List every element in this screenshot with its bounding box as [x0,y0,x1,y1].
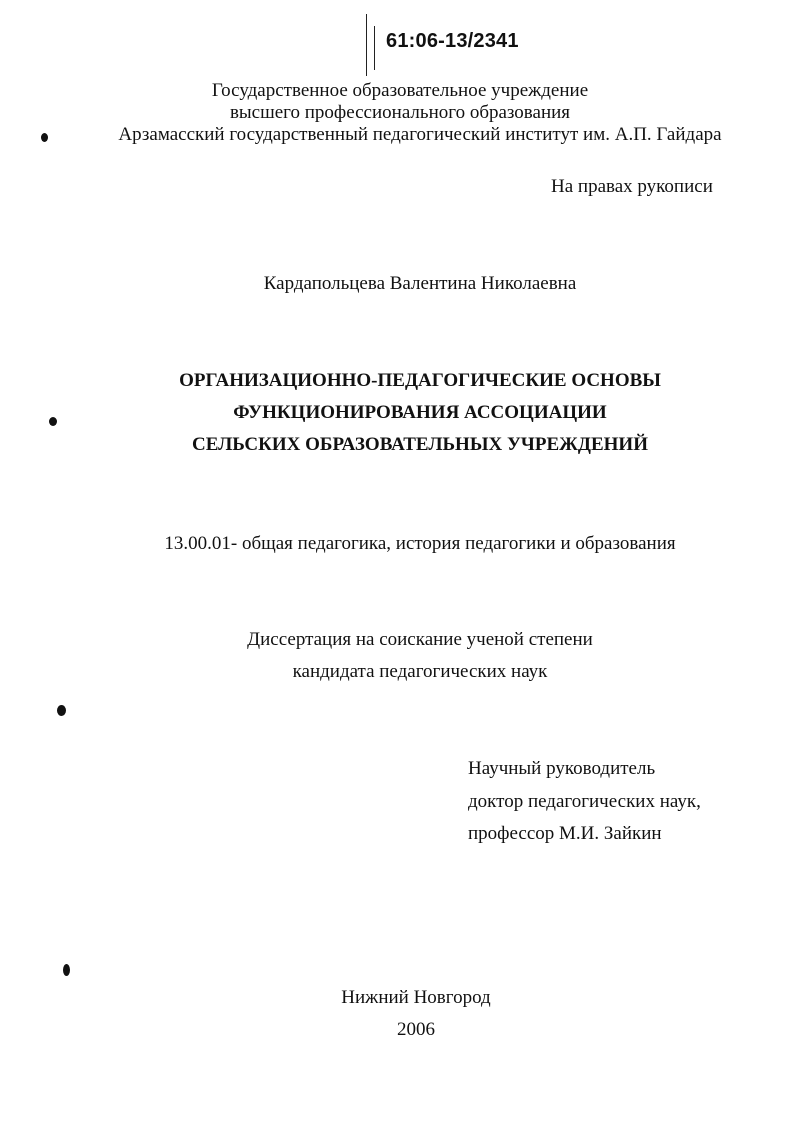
dissertation-title-line-2: ФУНКЦИОНИРОВАНИЯ АССОЦИАЦИИ [233,402,607,423]
rights-note: На правах рукописи [551,176,713,197]
dissertation-title-line-1: ОРГАНИЗАЦИОННО-ПЕДАГОГИЧЕСКИЕ ОСНОВЫ [179,370,661,391]
scan-blot-mark [57,705,66,716]
degree-line-1: Диссертация на соискание ученой степени [247,629,593,650]
city: Нижний Новгород [341,987,491,1008]
supervisor-line-2: доктор педагогических наук, [468,791,701,812]
stamp-right-bar [374,26,375,70]
institution-line-1: Государственное образовательное учреждение [211,80,589,101]
year: 2006 [397,1019,435,1040]
institution-line-3: Арзамасский государственный педагогический институт им. А.П. Гайдара [118,124,722,145]
scan-blot-mark [49,417,57,426]
stamp-left-bar [366,14,367,76]
institution-line-2: высшего профессионального образования [229,102,571,123]
author-name: Кардапольцева Валентина Николаевна [263,273,577,294]
degree-line-2: кандидата педагогических наук [292,661,548,682]
supervisor-line-3: профессор М.И. Зайкин [468,823,662,844]
archive-stamp-code: 61:06-13/2341 [386,30,519,52]
supervisor-line-1: Научный руководитель [468,758,656,779]
scan-blot-mark [41,133,48,142]
specialty-code: 13.00.01- общая педагогика, история педагогики и образования [164,533,676,554]
scan-blot-mark [63,964,70,976]
dissertation-title-line-3: СЕЛЬСКИХ ОБРАЗОВАТЕЛЬНЫХ УЧРЕЖДЕНИЙ [192,434,648,455]
